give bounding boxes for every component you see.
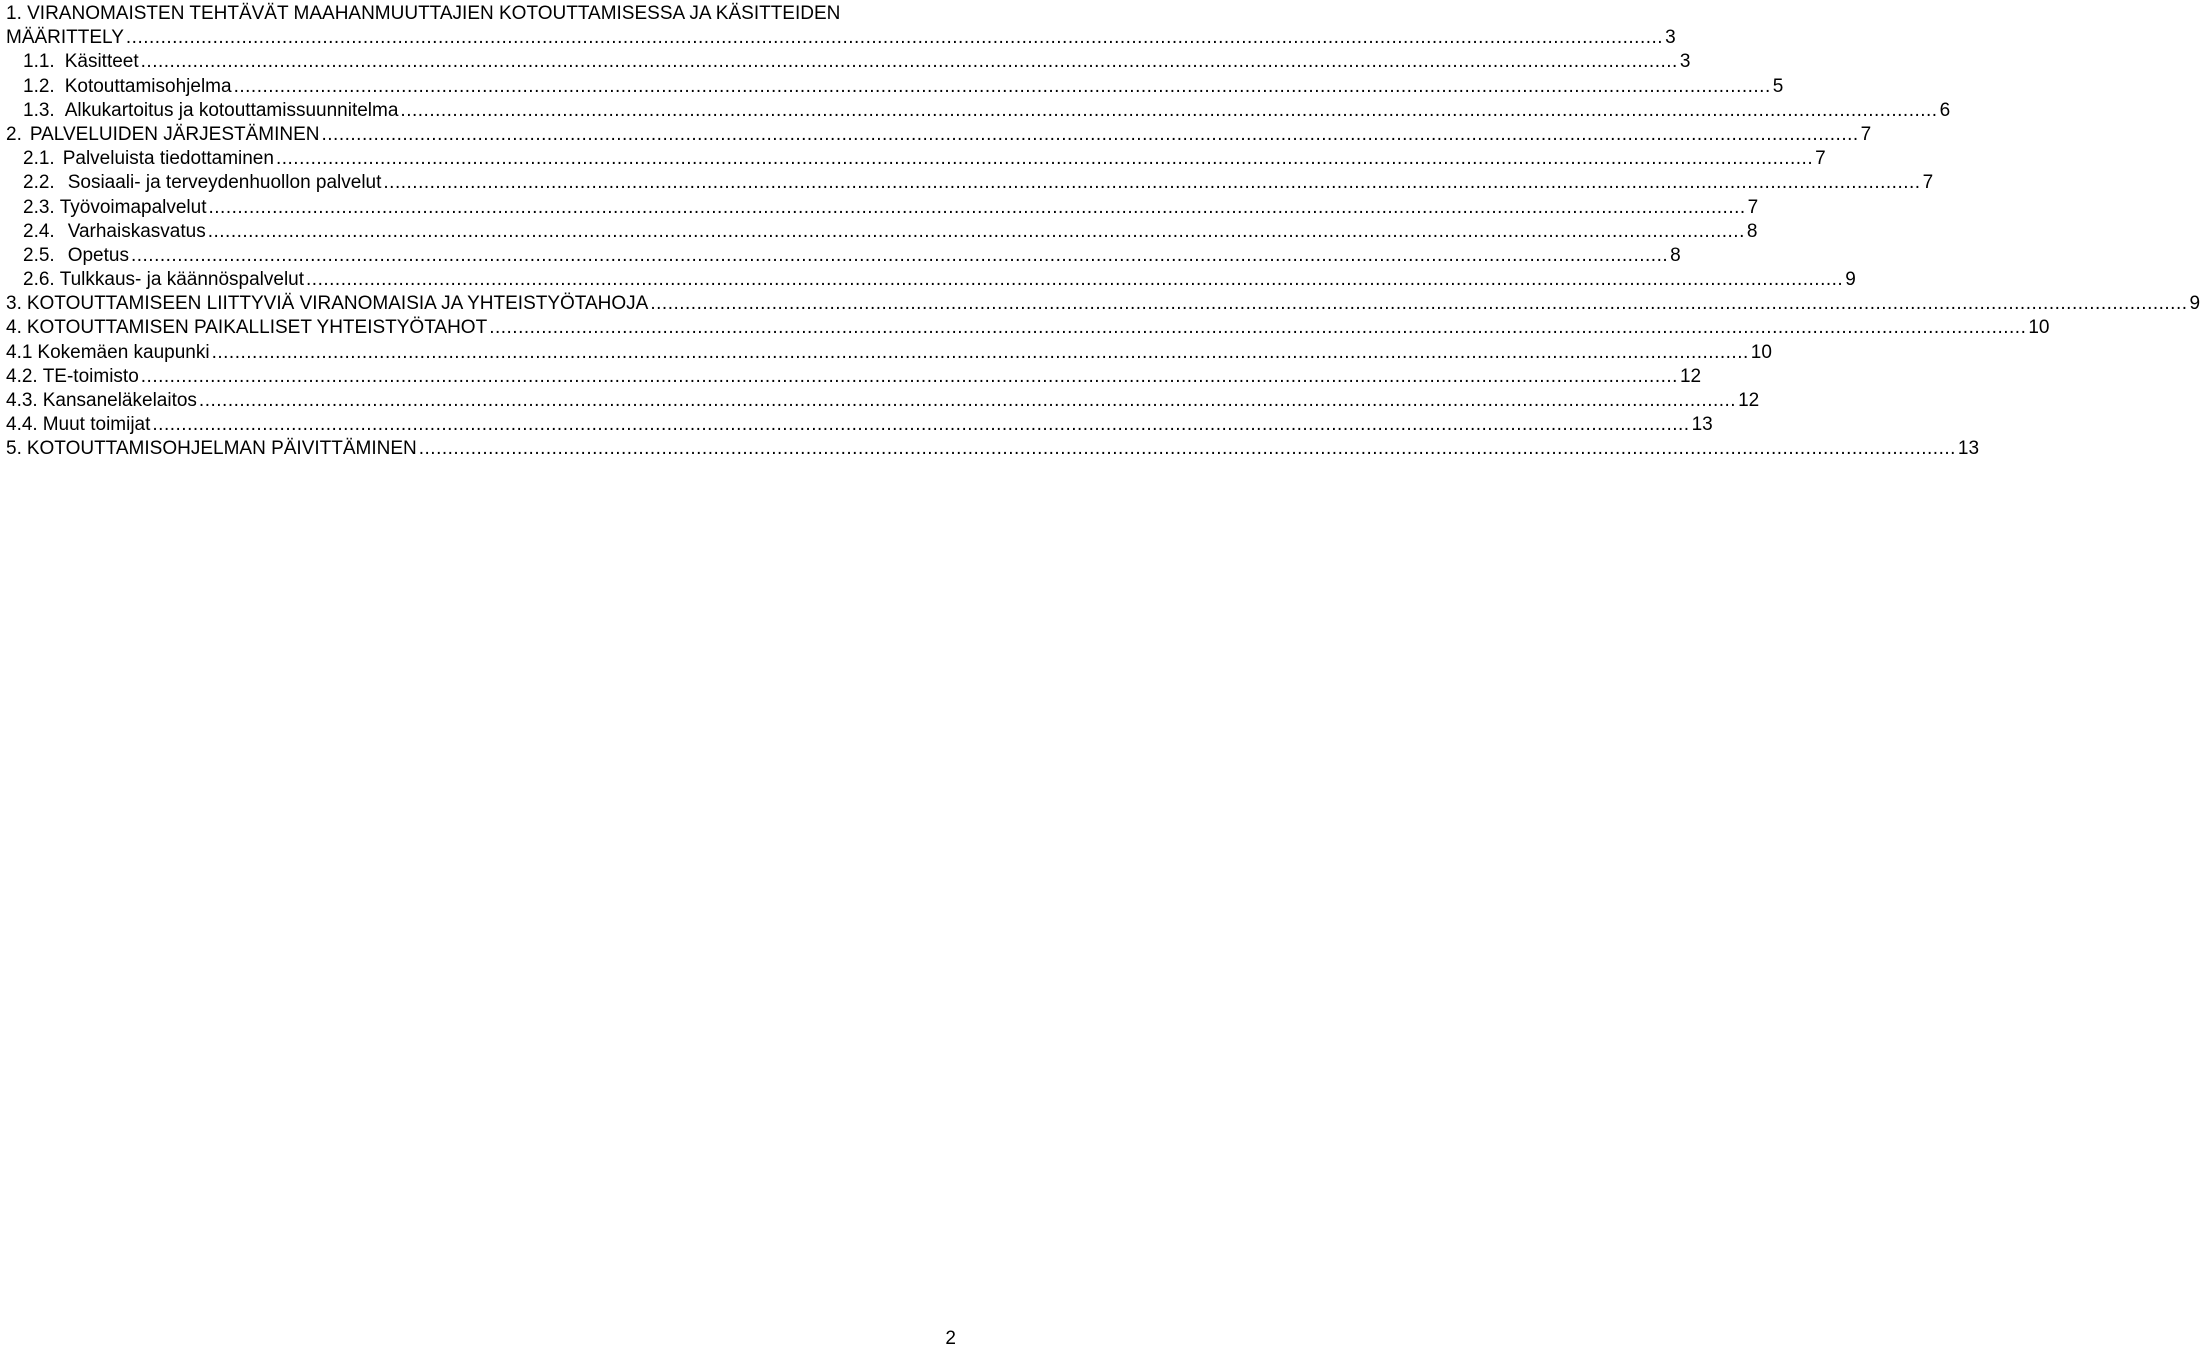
toc-entry[interactable] xyxy=(6,50,1691,74)
toc-page-number: 5 xyxy=(1772,75,1784,97)
toc-entry-title: Alkukartoitus ja kotouttamissuunnitelma xyxy=(64,99,399,121)
toc-entry-title: Kotouttamisohjelma xyxy=(64,75,232,97)
toc-entry-number: 1.3. xyxy=(23,99,55,121)
toc-entry-title: MÄÄRITTELY xyxy=(6,27,124,49)
dot-leader xyxy=(383,171,1920,195)
toc-entry-1-continued[interactable] xyxy=(6,26,1676,50)
toc-entry-number: 5. xyxy=(6,438,22,460)
toc-entry[interactable] xyxy=(6,437,1980,461)
toc-entry-number: 2. xyxy=(6,123,22,145)
toc-entry-number: 2.1. xyxy=(23,148,55,170)
toc-entry[interactable] xyxy=(6,341,1772,365)
toc-entry-1[interactable] xyxy=(6,2,962,26)
toc-entry-number: 2.5. xyxy=(23,244,55,266)
toc-entry-title: Varhaiskasvatus xyxy=(67,220,206,242)
dot-leader xyxy=(419,437,1956,461)
toc-entry[interactable] xyxy=(6,365,1702,389)
toc-entry-title: 1. VIRANOMAISTEN TEHTÄVÄT MAAHANMUUTTAJIEN KOTOUTTAMISESSA JA KÄSITTEIDEN xyxy=(6,3,841,24)
toc-page-number: 7 xyxy=(1922,172,1934,194)
toc-page-number: 8 xyxy=(1670,244,1681,266)
toc-entry-number: 4.3. xyxy=(6,390,38,411)
toc-page-number: 10 xyxy=(2028,317,2050,339)
dot-leader xyxy=(209,196,1746,220)
dot-leader xyxy=(400,99,1937,123)
toc-entry-number: 4. xyxy=(6,317,22,339)
toc-page-number: 3 xyxy=(1679,51,1691,73)
toc-page-number: 13 xyxy=(1691,414,1713,436)
toc-page-number: 12 xyxy=(1679,365,1702,387)
toc-entry[interactable] xyxy=(6,220,1758,244)
dot-leader xyxy=(152,413,1689,437)
toc-entry-number: 1.2. xyxy=(23,75,55,97)
toc-entry-title: TE-toimisto xyxy=(42,365,139,387)
dot-leader xyxy=(141,365,1678,389)
toc-entry-number: 4.1 xyxy=(6,341,33,363)
toc-page-number: 8 xyxy=(1746,220,1758,242)
dot-leader xyxy=(650,292,2187,316)
dot-leader xyxy=(276,147,1813,171)
toc-entry-title: Käsitteet xyxy=(64,51,139,73)
toc-page-number: 9 xyxy=(2189,293,2200,315)
table-of-contents xyxy=(6,2,2200,462)
dot-leader xyxy=(234,75,1771,99)
toc-entry-title: Muut toimijat xyxy=(42,414,151,436)
toc-entry-title: Kokemäen kaupunki xyxy=(37,341,210,363)
toc-entry-title: Palveluista tiedottaminen xyxy=(62,148,274,170)
dot-leader xyxy=(126,26,1663,50)
toc-entry-title: KOTOUTTAMISEN PAIKALLISET YHTEISTYÖTAHOT xyxy=(26,317,488,339)
toc-entry[interactable] xyxy=(6,99,1951,123)
toc-entry[interactable] xyxy=(6,413,1713,437)
toc-page-number: 3 xyxy=(1665,27,1676,49)
toc-page-number: 9 xyxy=(1845,269,1856,291)
toc-entry-title: Työvoimapalvelut xyxy=(59,196,207,218)
dot-leader xyxy=(131,244,1668,268)
toc-entry[interactable] xyxy=(6,316,2050,340)
toc-entry[interactable] xyxy=(6,196,1759,220)
toc-entry[interactable] xyxy=(6,171,1934,195)
toc-page-number: 13 xyxy=(1957,438,1980,460)
dot-leader xyxy=(208,220,1745,244)
toc-entry-title: Tulkkaus- ja käännöspalvelut xyxy=(59,269,305,291)
toc-page-number: 6 xyxy=(1939,99,1951,121)
toc-entry-number: 3. xyxy=(6,293,22,315)
toc-entry-title: Sosiaali- ja terveydenhuollon palvelut xyxy=(67,172,382,194)
toc-entry-list xyxy=(6,50,2200,461)
toc-page-number: 10 xyxy=(1750,341,1772,363)
page-number: 2 xyxy=(945,1328,956,1349)
toc-entry-number: 4.4. xyxy=(6,414,38,436)
toc-entry[interactable] xyxy=(6,268,1856,292)
toc-entry-title: KOTOUTTAMISEEN LIITTYVIÄ VIRANOMAISIA JA YHTEISTYÖTAHOJA xyxy=(26,293,649,315)
toc-entry-number: 4.2. xyxy=(6,365,38,387)
toc-entry[interactable] xyxy=(6,292,2200,316)
toc-entry-number: 2.2. xyxy=(23,172,55,194)
toc-entry[interactable] xyxy=(6,75,1784,99)
toc-page-number: 7 xyxy=(1860,123,1872,145)
dot-leader xyxy=(141,50,1678,74)
toc-entry-title: Kansaneläkelaitos xyxy=(42,390,197,411)
toc-page-number: 7 xyxy=(1815,148,1826,170)
toc-page-number: 7 xyxy=(1747,196,1759,218)
dot-leader xyxy=(322,123,1859,147)
dot-leader xyxy=(212,341,1749,365)
dot-leader xyxy=(489,316,2026,340)
dot-leader xyxy=(306,268,1843,292)
toc-page-number: 12 xyxy=(1738,390,1760,411)
toc-entry[interactable] xyxy=(6,123,1872,147)
toc-entry-number: 2.6. xyxy=(23,269,55,291)
toc-entry-title: KOTOUTTAMISOHJELMAN PÄIVITTÄMINEN xyxy=(26,438,417,460)
toc-entry[interactable] xyxy=(6,244,1681,268)
toc-entry-number: 1.1. xyxy=(23,51,55,73)
toc-entry-title: PALVELUIDEN JÄRJESTÄMINEN xyxy=(29,123,320,145)
toc-entry-number: 2.4. xyxy=(23,220,55,242)
toc-entry[interactable] xyxy=(6,147,1826,171)
toc-entry-title: Opetus xyxy=(67,244,129,266)
toc-entry[interactable] xyxy=(6,389,1760,413)
dot-leader xyxy=(199,389,1736,413)
toc-entry-number: 2.3. xyxy=(23,196,55,218)
